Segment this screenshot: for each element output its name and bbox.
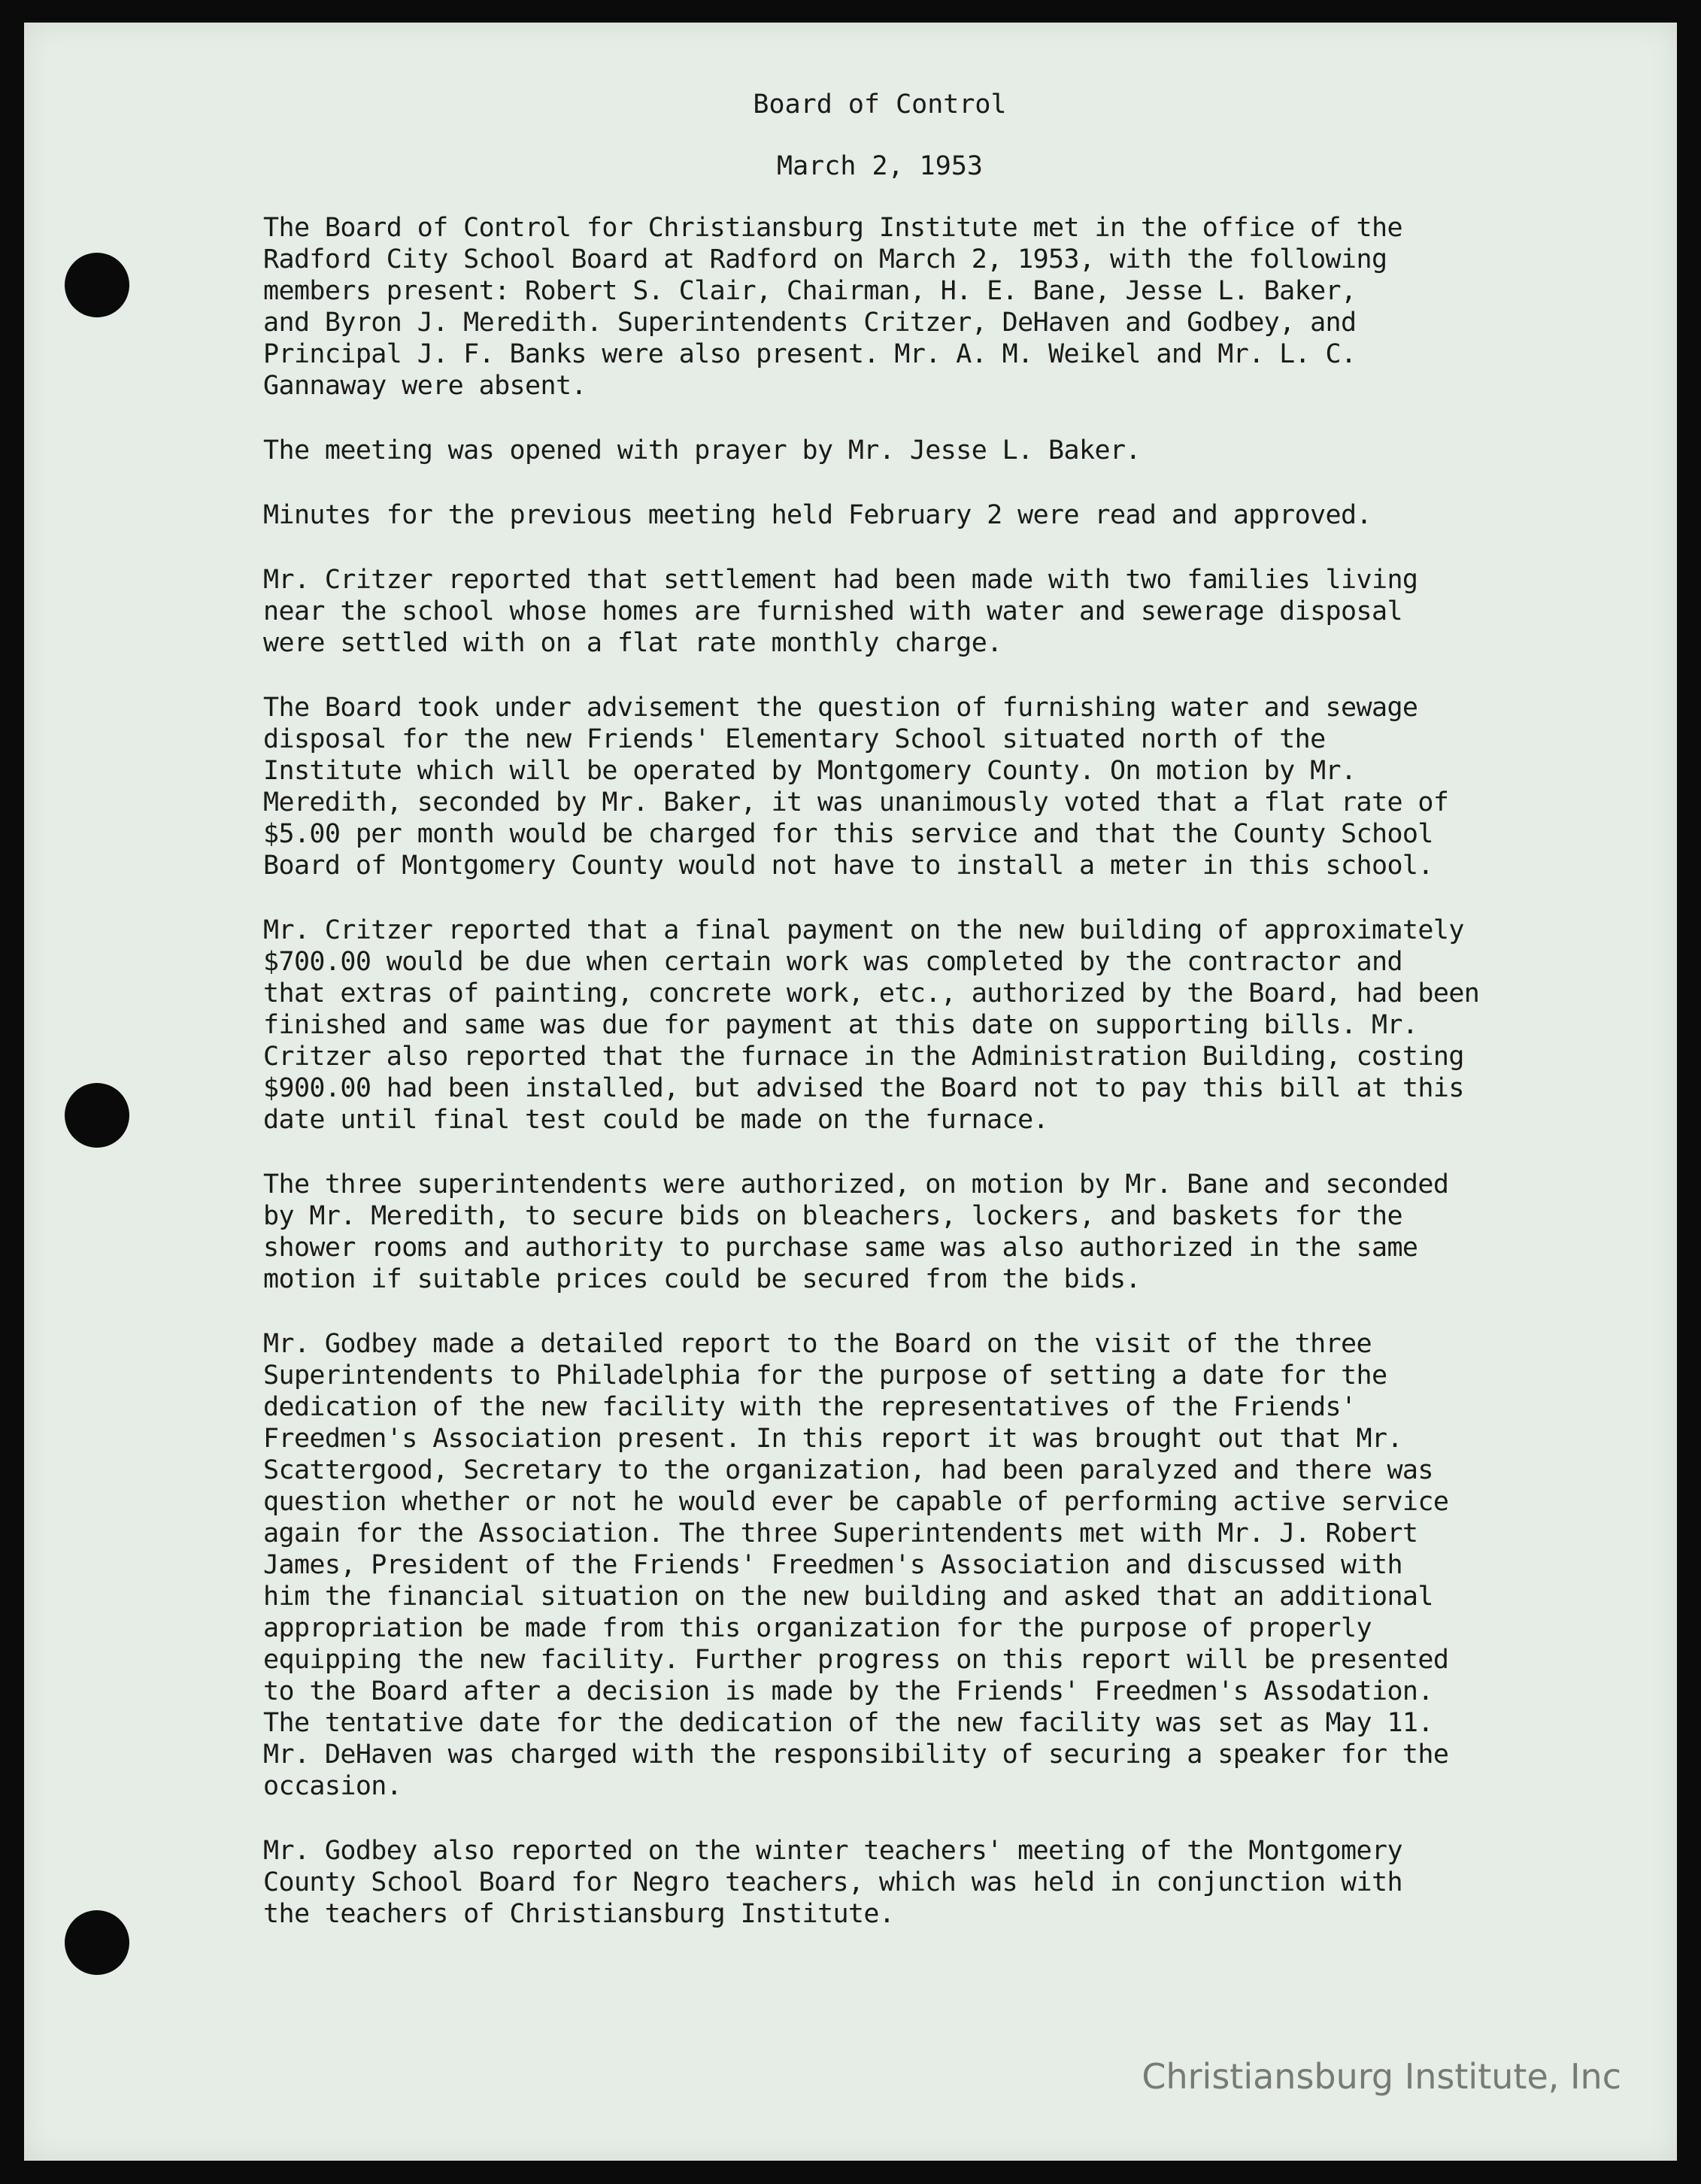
- binder-hole-top: [65, 253, 129, 317]
- paragraph-minutes: Minutes for the previous meeting held February 2 were read and approved.: [263, 500, 1372, 530]
- paragraph-final-payment: Mr. Critzer reported that a final payment on the new building of approximately $700.00 would be due when certain work was completed by the contractor and that extras of painting, concrete work, etc., authorized by the Board, had been finished and same was due for payment at this date on supporting bills. Mr. Critzer also reported that the furnace in the Administration Building, costing $900.00 had been installed, but advised the Board not to pay this bill at this date until final test could be made on the furnace.: [263, 915, 1480, 1135]
- paragraph-settlement: Mr. Critzer reported that settlement had been made with two families living near the school whose homes are furnished with water and sewerage disposal were settled with on a flat rate monthly charge.: [263, 565, 1418, 658]
- watermark: Christiansburg Institute, Inc: [1142, 2056, 1621, 2097]
- document-title: Board of Control: [753, 89, 1007, 120]
- paragraph-prayer: The meeting was opened with prayer by Mr. Jesse L. Baker.: [263, 435, 1141, 466]
- typed-minutes: [263, 89, 1542, 1963]
- paragraph-attendance: The Board of Control for Christiansburg Institute met in the office of the Radford City School Board at Radford on March 2, 1953, with the following members present: Robert S. Clair, Chairman, H. E. Bane, Jesse L. Baker, and Byron J. Meredith. Superintendents Critzer, DeHaven and Godbey, and Principal J. F. Banks were also present. Mr. A. M. Weikel and Mr. L. C. Gannaway were absent.: [263, 213, 1402, 401]
- binder-hole-bottom: [65, 1910, 129, 1975]
- paragraph-water-sewage: The Board took under advisement the question of furnishing water and sewage disposal for the new Friends' Elementary School situated north of the Institute which will be operated by Montgomery County. On motion by Mr. Meredith, seconded by Mr. Baker, it was unanimously voted that a flat rate of $5.00 per month would be charged for this service and that the County School Board of Montgomery County would not have to install a meter in this school.: [263, 693, 1449, 881]
- paragraph-bids: The three superintendents were authorized, on motion by Mr. Bane and seconded by Mr. Meredith, to secure bids on bleachers, lockers, and baskets for the shower rooms and authority to purchase same was also authorized in the same motion if suitable prices could be secured from the bids.: [263, 1169, 1449, 1294]
- meeting-date: March 2, 1953: [777, 151, 983, 181]
- paragraph-philadelphia-report: Mr. Godbey made a detailed report to the Board on the visit of the three Superintendents to Philadelphia for the purpose of setting a date for the dedication of the new facility with the representatives of the Friends' Freedmen's Association present. In this report it was brought out that Mr. Scattergood, Secretary to the organization, had been paralyzed and there was question whether or not he would ever be capable of performing active service again for the Association. The three Superintendents met with Mr. J. Robert James, President of the Friends' Freedmen's Association and discussed with him the financial situation on the new building and asked that an additional appropriation be made from this organization for the purpose of properly equipping the new facility. Further progress on this report will be presented to the Board after a decision is made by the Friends' Freedmen's Assodation. The tentative date for the dedication of the new facility was set as May 11. Mr. DeHaven was charged with the responsibility of securing a speaker for the occasion.: [263, 1329, 1449, 1801]
- binder-hole-middle: [65, 1083, 129, 1148]
- paragraph-teachers-meeting: Mr. Godbey also reported on the winter teachers' meeting of the Montgomery County School Board for Negro teachers, which was held in conjunction with the teachers of Christiansburg Institute.: [263, 1836, 1402, 1929]
